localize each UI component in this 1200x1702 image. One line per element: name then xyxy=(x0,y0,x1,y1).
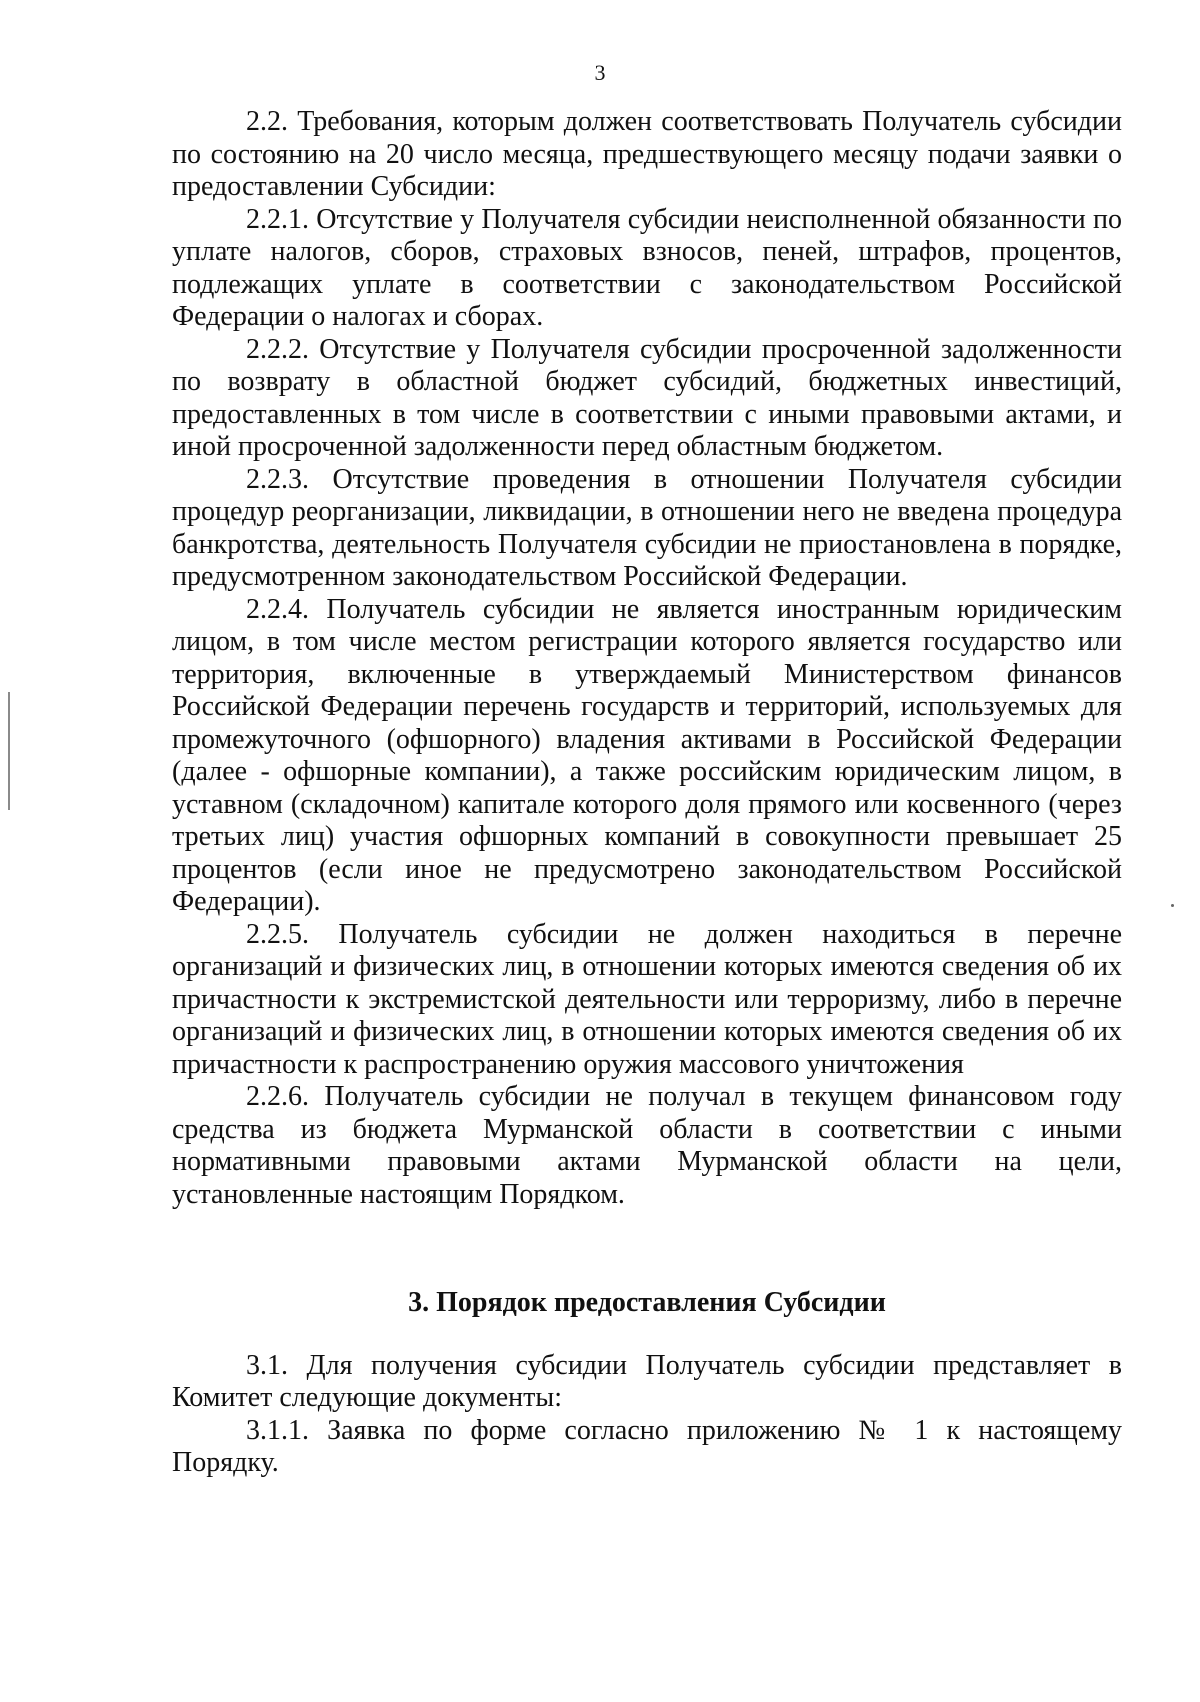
paragraph-2-2-5: 2.2.5. Получатель субсидии не должен находиться в перечне организаций и физических лиц, в отношении которых имеются сведения об их причастности к экстремистской деятельности или терроризму, либо в перечне организаций и физических лиц, в отношении которых имеются сведения об их причастности к распространению оружия массового уничтожения xyxy=(172,918,1122,1080)
paragraph-2-2-4: 2.2.4. Получатель субсидии не является иностранным юридическим лицом, в том числе местом регистрации которого является государство или территория, включенные в утверждаемый Министерством финансов Российской Федерации перечень государств и территорий, используемых для промежуточного (офшорного) владения активами в Российской Федерации (далее - офшорные компании), а также российским юридическим лицом, в уставном (складочном) капитале которого доля прямого или косвенного (через третьих лиц) участия офшорных компаний в совокупности превышает 25 процентов (если иное не предусмотрено законодательством Российской Федерации). xyxy=(172,593,1122,917)
page-number: 3 xyxy=(594,60,606,85)
scan-speck xyxy=(1171,904,1174,907)
paragraph-2-2-2: 2.2.2. Отсутствие у Получателя субсидии просроченной задолженности по возврату в областной бюджет субсидий, бюджетных инвестиций, предоставленных в том числе в соответствии с иными правовыми актами, и иной просроченной задолженности перед областным бюджетом. xyxy=(172,333,1122,462)
paragraph-2-2-3: 2.2.3. Отсутствие проведения в отношении Получателя субсидии процедур реорганизации, ликвидации, в отношении него не введена процедура банкротства, деятельность Получателя субсидии не приостановлена в порядке, предусмотренном законодательством Российской Федерации. xyxy=(172,463,1122,592)
paragraph-2-2-1: 2.2.1. Отсутствие у Получателя субсидии неисполненной обязанности по уплате налогов, сборов, страховых взносов, пеней, штрафов, процентов, подлежащих уплате в соответствии с законодательством Российской Федерации о налогах и сборах. xyxy=(172,203,1122,332)
paragraph-3-1: 3.1. Для получения субсидии Получатель субсидии представляет в Комитет следующие документы: xyxy=(172,1349,1122,1413)
paragraph-2-2-6: 2.2.6. Получатель субсидии не получал в текущем финансовом году средства из бюджета Мурманской области в соответствии с иными нормативными правовыми актами Мурманской области на цели, установленные настоящим Порядком. xyxy=(172,1081,1122,1210)
document-body xyxy=(172,106,1122,1480)
paragraph-2-2: 2.2. Требования, которым должен соответствовать Получатель субсидии по состоянию на 20 число месяца, предшествующего месяцу подачи заявки о предоставлении Субсидии: xyxy=(172,106,1122,202)
scan-margin-mark xyxy=(8,692,10,810)
paragraph-3-1-1: 3.1.1. Заявка по форме согласно приложению № 1 к настоящему Порядку. xyxy=(172,1414,1122,1478)
section-heading: 3. Порядок предоставления Субсидии xyxy=(408,1287,886,1318)
